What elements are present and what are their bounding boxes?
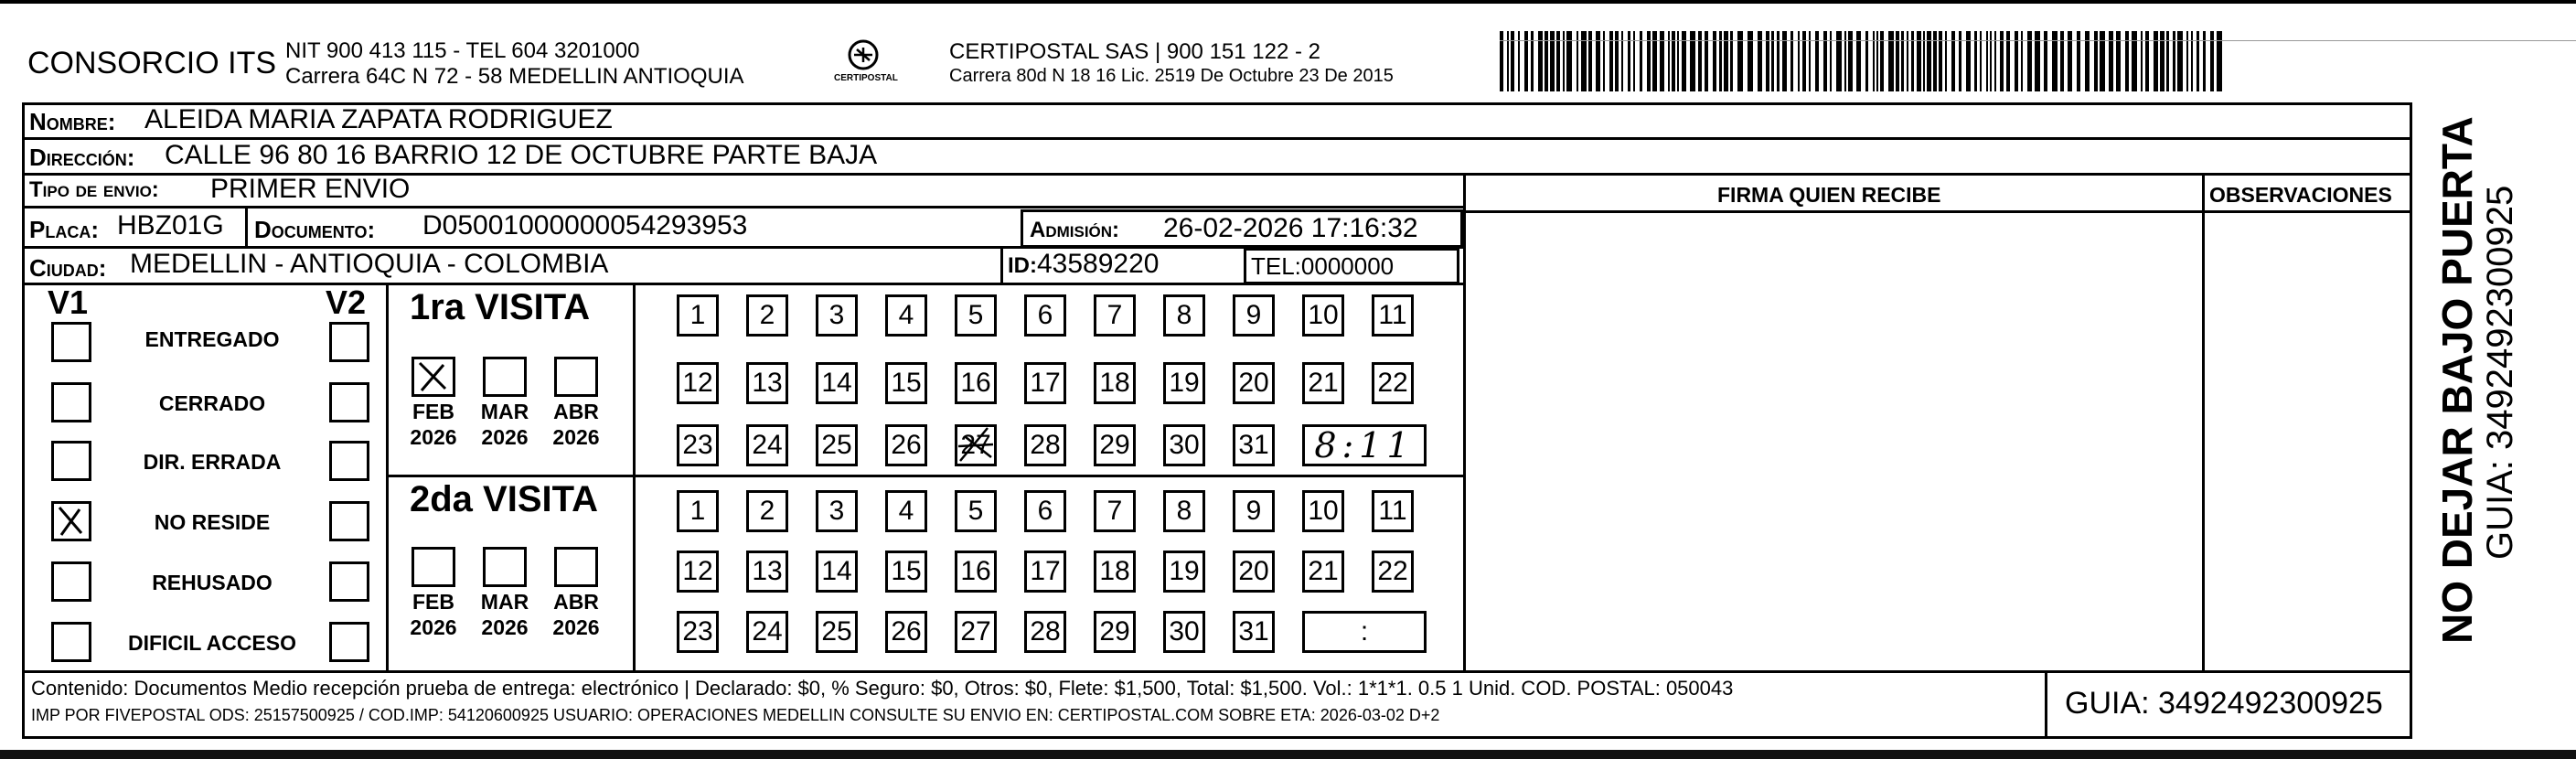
day-box[interactable] [677,611,719,653]
day-number: 24 [752,616,783,647]
id-value: 43589220 [1037,249,1160,279]
day-box[interactable] [816,611,858,653]
ciudad-value: MEDELLIN - ANTIOQUIA - COLOMBIA [130,249,609,279]
day-box[interactable] [1024,424,1066,466]
day-number: 18 [1099,556,1130,586]
documento-label [254,216,375,244]
rule [2045,670,2047,738]
status-option-label: CERRADO [158,391,266,415]
id-label: ID: [1008,253,1037,278]
header-rule [1500,40,2576,41]
month-checkbox[interactable] [483,357,527,397]
day-number: 8 [1176,496,1192,526]
direccion-label-text: Dirección: [29,144,135,171]
tel-value: 0000000 [1300,252,1395,280]
company-name: CONSORCIO ITS [27,46,277,80]
check-mark-icon [414,359,453,394]
day-box[interactable] [1094,490,1136,532]
day-number: 6 [1037,300,1053,330]
day-box[interactable] [816,362,858,404]
observaciones-header: OBSERVACIONES [2209,183,2392,207]
day-number: 14 [821,556,852,586]
check-mark-icon [54,504,89,539]
logo-text: CERTIPOSTAL [834,73,898,83]
day-box[interactable] [885,490,927,532]
time-value: : [1360,616,1369,647]
ciudad-label [29,254,106,283]
rule [1463,173,1466,672]
placa-value: HBZ01G [117,210,224,241]
nombre-label-text: Nombre: [29,108,116,135]
rule [386,475,1463,477]
day-box[interactable] [746,611,788,653]
day-number: 26 [891,430,922,460]
footer-line2: IMP POR FIVEPOSTAL ODS: 25157500925 / COD.IMP: 54120600925 USUARIO: OPERACIONES MEDELLIN CONSULTE SU ENVIO EN: CERTIPOSTAL.COM SOBRE ETA: 2026-03-02 D+2 [31,706,1440,724]
side-guia: GUIA: 3492492300925 [2480,185,2520,560]
v2-checkbox[interactable] [329,561,369,602]
day-number: 17 [1030,556,1061,586]
day-box[interactable] [1163,424,1205,466]
day-number: 23 [682,430,713,460]
v2-checkbox[interactable] [329,441,369,481]
tel-field [1251,252,1394,281]
month-label: ABR [553,400,599,423]
day-box[interactable] [746,362,788,404]
month-checkbox[interactable] [554,357,598,397]
company-line1: NIT 900 413 115 - TEL 604 3201000 [285,38,640,63]
logo-icon [830,37,896,91]
placa-label-text: Placa: [29,216,99,243]
day-number: 22 [1377,368,1408,398]
direccion-value: CALLE 96 80 16 BARRIO 12 DE OCTUBRE PARTE BAJA [165,140,878,170]
day-box[interactable] [1163,551,1205,593]
day-number: 17 [1030,368,1061,398]
day-number: 10 [1308,496,1339,526]
day-number: 18 [1099,368,1130,398]
day-box[interactable] [1024,362,1066,404]
rule [245,206,248,246]
day-number: 19 [1169,556,1200,586]
day-box[interactable] [677,362,719,404]
admision-label-text: Admisión: [1030,218,1120,242]
day-box[interactable] [885,362,927,404]
day-number: 7 [1106,300,1123,330]
day-number: 4 [898,496,914,526]
day-number: 31 [1238,616,1269,647]
tel-label: TEL: [1251,252,1301,280]
rule [22,206,1463,208]
day-number: 9 [1245,496,1262,526]
v1-checkbox[interactable] [51,561,91,602]
day-number: 2 [759,300,775,330]
rule [386,283,389,672]
day-number: 27 [960,616,991,647]
day-number: 24 [752,430,783,460]
day-box[interactable] [955,551,997,593]
day-number: 12 [682,556,713,586]
documento-value: D05001000000054293953 [422,210,748,241]
v1-checkbox[interactable] [51,382,91,422]
v2-checkbox[interactable] [329,382,369,422]
day-box[interactable] [1094,611,1136,653]
day-box[interactable] [677,490,719,532]
day-number: 4 [898,300,914,330]
day-box[interactable] [1094,294,1136,337]
v1-label: V1 [48,283,89,321]
day-box[interactable] [816,551,858,593]
day-number: 22 [1377,556,1408,586]
day-box[interactable] [1024,294,1066,337]
day-number: 13 [752,556,783,586]
day-number: 14 [821,368,852,398]
bottom-border [0,750,2576,759]
day-box[interactable] [1233,294,1275,337]
tipo-label [29,177,159,203]
day-box[interactable] [1302,362,1344,404]
carrier-line2: Carrera 80d N 18 16 Lic. 2519 De Octubre 23 De 2015 [949,66,1394,86]
firma-header: FIRMA QUIEN RECIBE [1717,183,1941,207]
status-option-label: ENTREGADO [144,327,280,351]
day-number: 5 [967,300,984,330]
direccion-label [29,144,134,172]
day-box[interactable] [1163,490,1205,532]
month-label: MAR [480,400,529,423]
admision-label [1030,218,1119,243]
v1-checkbox[interactable] [51,322,91,362]
day-number: 3 [828,300,845,330]
carrier-line1: CERTIPOSTAL SAS | 900 151 122 - 2 [949,39,1320,64]
day-number: 20 [1238,368,1269,398]
time-box[interactable] [1302,424,1427,466]
day-box[interactable] [746,294,788,337]
company-line2: Carrera 64C N 72 - 58 MEDELLIN ANTIOQUIA [285,64,744,89]
day-box[interactable] [1233,611,1275,653]
day-number: 1 [689,496,706,526]
month-label: FEB [412,400,454,423]
v2-label: V2 [326,283,367,321]
month-year: 2026 [410,615,457,639]
day-number: 27 [960,430,991,460]
visit1-title: 1ra VISITA [410,287,591,327]
rule [1000,246,1003,283]
footer-line1: Contenido: Documentos Medio recepción prueba de entrega: electrónico | Declarado: $0, % Seguro: $0, Otros: $0, Flete: $1,500, Total: $1,500. Vol.: 1*1*1. 0.5 1 Unid. COD. POSTAL: 050043 [31,677,1734,700]
day-number: 29 [1099,616,1130,647]
day-box[interactable] [1024,490,1066,532]
day-box[interactable] [955,611,997,653]
day-box[interactable] [1094,424,1136,466]
footer-guia: GUIA: 3492492300925 [2065,686,2383,721]
nombre-label [29,108,115,136]
day-box[interactable] [816,424,858,466]
day-box[interactable] [955,490,997,532]
v1-checkbox[interactable] [51,622,91,662]
day-number: 16 [960,556,991,586]
day-box[interactable] [1302,294,1344,337]
day-box[interactable] [1094,551,1136,593]
day-box[interactable] [1094,362,1136,404]
v1-checkbox[interactable] [51,501,91,541]
day-box[interactable] [1024,611,1066,653]
time-value: 8:11 [1314,425,1415,465]
tipo-value: PRIMER ENVIO [210,174,411,204]
documento-label-text: Documento: [254,216,376,243]
day-box[interactable] [955,294,997,337]
nombre-value: ALEIDA MARIA ZAPATA RODRIGUEZ [144,104,613,134]
day-box[interactable] [677,551,719,593]
day-number: 16 [960,368,991,398]
rule [2202,173,2205,672]
visit2-title: 2da VISITA [410,479,598,519]
day-number: 25 [821,616,852,647]
status-option-label: NO RESIDE [154,510,271,534]
day-box[interactable] [1233,551,1275,593]
day-box[interactable] [885,551,927,593]
day-box[interactable] [1024,551,1066,593]
day-number: 3 [828,496,845,526]
v2-checkbox[interactable] [329,622,369,662]
day-number: 10 [1308,300,1339,330]
v2-checkbox[interactable] [329,322,369,362]
day-number: 28 [1030,430,1061,460]
day-box[interactable] [1233,424,1275,466]
day-box[interactable] [1163,611,1205,653]
side-title: NO DEJAR BAJO PUERTA [2433,116,2481,644]
placa-label [29,216,99,244]
month-checkbox[interactable] [554,547,598,587]
day-number: 15 [891,368,922,398]
day-number: 30 [1169,430,1200,460]
month-checkbox[interactable] [483,547,527,587]
month-year: 2026 [552,615,600,639]
day-box[interactable] [677,424,719,466]
status-option-label: DIR. ERRADA [143,450,282,474]
day-box[interactable] [746,424,788,466]
admision-value: 26-02-2026 17:16:32 [1163,213,1418,243]
day-box[interactable] [1372,490,1414,532]
day-box[interactable] [677,294,719,337]
month-checkbox[interactable] [412,547,455,587]
rule [633,283,636,672]
ciudad-label-text: Ciudad: [29,254,107,282]
day-box[interactable] [885,424,927,466]
day-box[interactable] [955,424,997,466]
day-box[interactable] [955,362,997,404]
scribble-mark-icon [955,424,997,466]
month-year: 2026 [552,425,600,449]
day-number: 21 [1308,556,1339,586]
day-box[interactable] [1372,362,1414,404]
day-box[interactable] [746,490,788,532]
day-number: 23 [682,616,713,647]
day-box[interactable] [1372,551,1414,593]
month-year: 2026 [410,425,457,449]
day-number: 5 [967,496,984,526]
day-box[interactable] [1233,362,1275,404]
month-year: 2026 [481,425,529,449]
day-box[interactable] [1302,490,1344,532]
day-number: 1 [689,300,706,330]
month-checkbox[interactable] [412,357,455,397]
top-border [0,0,2576,4]
rule [22,670,2412,673]
day-number: 2 [759,496,775,526]
day-number: 26 [891,616,922,647]
day-number: 21 [1308,368,1339,398]
month-label: FEB [412,590,454,614]
day-box[interactable] [1302,551,1344,593]
day-number: 20 [1238,556,1269,586]
time-box[interactable] [1302,611,1427,653]
day-number: 28 [1030,616,1061,647]
day-box[interactable] [1163,362,1205,404]
tipo-label-text: Tipo de envio: [29,177,159,202]
day-number: 25 [821,430,852,460]
day-box[interactable] [816,490,858,532]
v2-checkbox[interactable] [329,501,369,541]
day-box[interactable] [746,551,788,593]
day-number: 12 [682,368,713,398]
month-year: 2026 [481,615,529,639]
day-box[interactable] [885,611,927,653]
day-box[interactable] [1233,490,1275,532]
v1-checkbox[interactable] [51,441,91,481]
id-field [1008,249,1159,280]
day-box[interactable] [885,294,927,337]
day-number: 19 [1169,368,1200,398]
day-number: 11 [1378,496,1407,526]
day-number: 11 [1378,300,1407,330]
day-number: 7 [1106,496,1123,526]
rule [1463,210,2412,213]
status-option-label: DIFICIL ACCESO [127,631,296,655]
day-box[interactable] [816,294,858,337]
day-box[interactable] [1372,294,1414,337]
month-label: MAR [480,590,529,614]
day-number: 30 [1169,616,1200,647]
status-option-label: REHUSADO [152,571,273,594]
day-number: 9 [1245,300,1262,330]
day-number: 15 [891,556,922,586]
month-label: ABR [553,590,599,614]
day-number: 8 [1176,300,1192,330]
day-box[interactable] [1163,294,1205,337]
day-number: 31 [1238,430,1269,460]
day-number: 13 [752,368,783,398]
certipostal-logo [830,37,896,91]
day-number: 6 [1037,496,1053,526]
day-number: 29 [1099,430,1130,460]
